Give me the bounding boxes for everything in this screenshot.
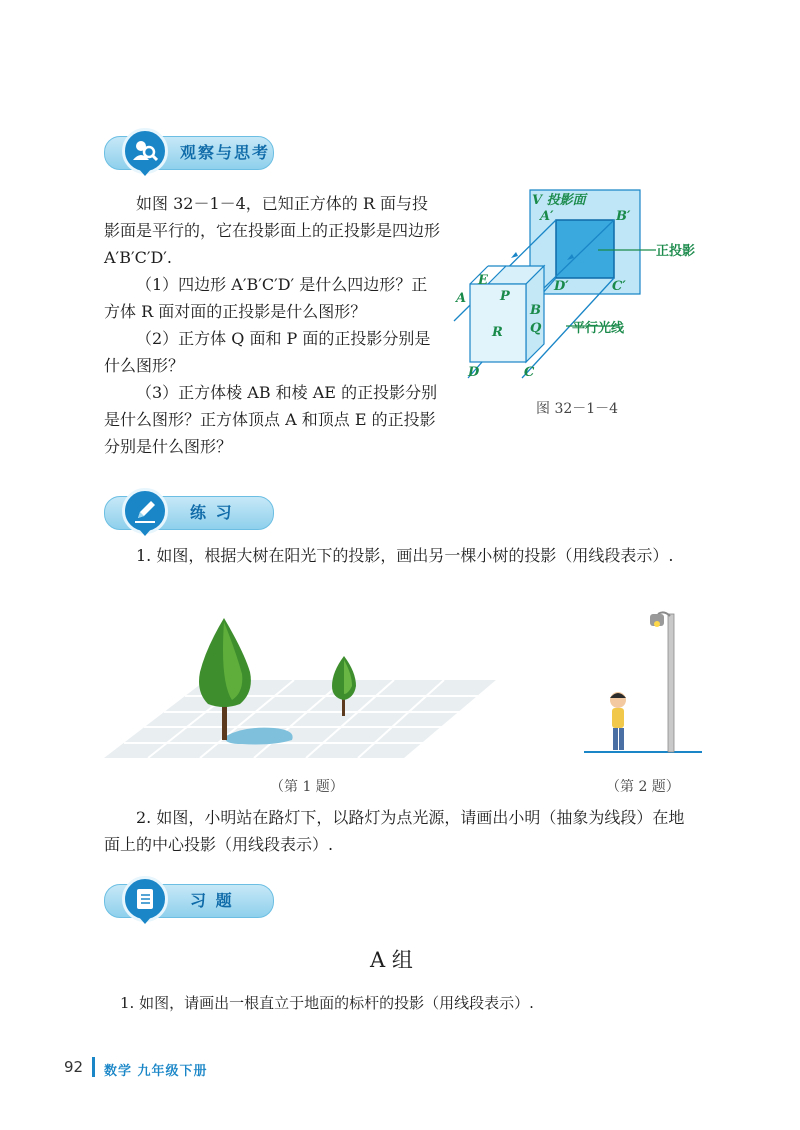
face-Q: Q [530, 321, 542, 336]
footer-divider [92, 1057, 95, 1077]
projection-label: 正投影 [656, 244, 696, 259]
vertex-D: D [468, 365, 480, 380]
figure-caption: 图 32－1－4 [536, 401, 619, 417]
observe-text [104, 190, 442, 460]
section-title: 习 题 [190, 891, 234, 910]
section-observe-header [104, 128, 284, 174]
section-pointer [138, 916, 152, 924]
boy-shirt [612, 708, 624, 728]
practice-item-2 [104, 804, 700, 858]
cube-front-face [470, 284, 526, 362]
book-title: 数学 九年级下册 [104, 1064, 208, 1079]
lamp-light [654, 621, 660, 627]
magnifier-person-icon [132, 138, 158, 164]
observe-question-3: （3）正方体棱 AB 和棱 AE 的正投影分别是什么图形？正方体顶点 A 和顶点 E 的正投影分别是什么图形？ [104, 383, 438, 456]
practice-item-1 [104, 542, 700, 569]
figure-cube-projection [448, 186, 710, 386]
trees-shadow-illustration [104, 612, 498, 762]
observe-paragraph: 如图 32－1－4，已知正方体的 R 面与投影面是平行的，它在投影面上的正投影是四边形 A′B′C′D′. [104, 194, 441, 267]
vertex-A-prime: A′ [540, 209, 554, 224]
group-a-item-1 [120, 990, 700, 1017]
face-R: R [492, 325, 503, 340]
group-a-item-1-text: 1. 如图，请画出一根直立于地面的标杆的投影（用线段表示）. [120, 994, 534, 1012]
practice-item-1-text: 1. 如图，根据大树在阳光下的投影，画出另一棵小树的投影（用线段表示）. [136, 546, 674, 565]
section-pointer [138, 168, 152, 176]
vertex-E: E [478, 273, 488, 288]
vertex-B: B [530, 303, 541, 318]
caption-question-1: （第 1 题） [270, 779, 344, 795]
section-pointer [138, 528, 152, 536]
observe-question-2: （2）正方体 Q 面和 P 面的正投影分别是什么图形？ [104, 329, 431, 375]
vertex-D-prime: D′ [554, 279, 569, 294]
pencil-icon [132, 498, 158, 524]
section-title: 观察与思考 [180, 143, 271, 162]
practice-item-2-text: 2. 如图，小明站在路灯下，以路灯为点光源，请画出小明（抽象为线段）在地面上的中心投影（用线段表示）. [104, 808, 685, 854]
vertex-C-prime: C′ [612, 279, 626, 294]
vertex-B-prime: B′ [616, 209, 631, 224]
notebook-icon [132, 886, 158, 912]
group-a-title: A 组 [370, 948, 413, 972]
page-number: 92 [64, 1058, 84, 1076]
lamp-pole [668, 614, 674, 752]
caption-question-2: （第 2 题） [606, 779, 680, 795]
section-practice-header [104, 488, 284, 534]
plane-label: V 投影面 [532, 193, 586, 208]
vertex-A: A [456, 291, 467, 306]
face-P: P [500, 289, 510, 304]
vertex-C: C [524, 365, 535, 380]
light-label: 平行光线 [572, 321, 625, 336]
streetlamp-illustration [584, 606, 704, 756]
section-title: 练 习 [190, 503, 234, 522]
observe-question-1: （1）四边形 A′B′C′D′ 是什么四边形？正方体 R 面对面的正投影是什么图形？ [104, 275, 428, 321]
section-exercise-header [104, 876, 284, 922]
